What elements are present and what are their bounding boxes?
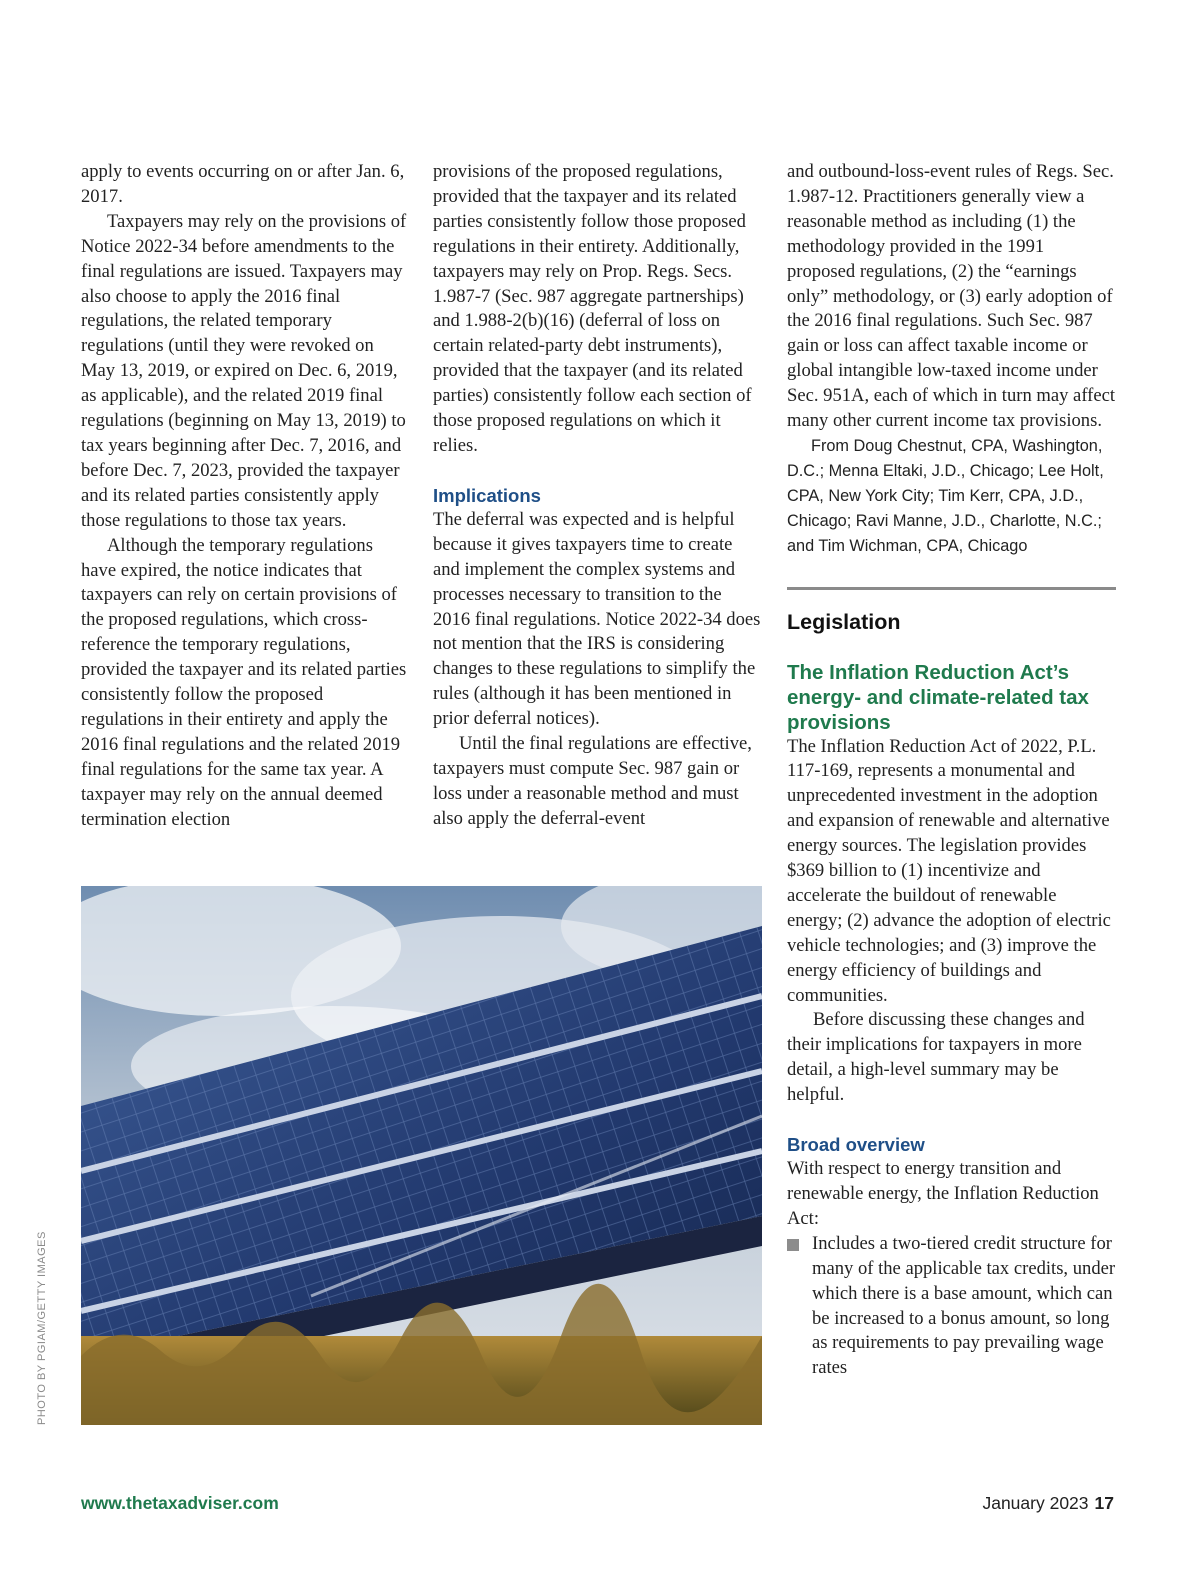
bullet-square-icon	[787, 1239, 799, 1251]
paragraph: Although the temporary regulations have expired, the notice indicates that taxpayers can rely on certain provisions of the proposed regulations, which cross-reference the temporary regulations, provided the taxpayer and its related parties consistently follow the proposed regulations in their entirety and apply the 2016 final regulations and the related 2019 final regulations for the same tax year. A taxpayer may rely on the annual deemed termination election	[81, 534, 407, 830]
footer-date: January 2023	[982, 1493, 1089, 1513]
footer-date-page	[982, 1493, 1114, 1514]
author-credit: From Doug Chestnut, CPA, Washington, D.C.; Menna Eltaki, J.D., Chicago; Lee Holt, CPA, New York City; Tim Kerr, CPA, J.D., Chicago; Ravi Manne, J.D., Charlotte, N.C.; and Tim Wichman, CPA, Chicago	[787, 436, 1104, 555]
solar-panels-photo	[81, 886, 762, 1425]
paragraph: Before discussing these changes and their implications for taxpayers in more detail, a high-level summary may be helpful.	[787, 1009, 1085, 1106]
section-divider	[787, 587, 1116, 590]
list-item	[787, 1232, 1116, 1381]
photo-credit: PHOTO BY PGIAM/GETTY IMAGES	[36, 1231, 48, 1425]
subhead-broad-overview: Broad overview	[787, 1134, 925, 1156]
paragraph: The Inflation Reduction Act of 2022, P.L. 117-169, represents a monumental and unprecedented investment in the adoption and expansion of renewable and alternative energy sources. The legislation provides $369 billion to (1) incentivize and accelerate the buildout of renewable energy; (2) advance the adoption of electric vehicle technologies; and (3) improve the energy efficiency of buildings and communities.	[787, 735, 1111, 1006]
text-column-1	[81, 160, 408, 832]
paragraph: Taxpayers may rely on the provisions of Notice 2022-34 before amendments to the final regulations are issued. Taxpayers may also choose to apply the 2016 final regulations, the related temporary regulations (until they were revoked on May 13, 2019, or expired on Dec. 6, 2019, as applicable), and the related 2019 final regulations (beginning on May 13, 2019) to tax years beginning after Dec. 7, 2016, and before Dec. 7, 2023, provided the taxpayer and its related parties consistently apply those regulations to those tax years.	[81, 210, 407, 531]
text-column-3	[787, 160, 1116, 1381]
paragraph: apply to events occurring on or after Jan. 6, 2017.	[81, 161, 405, 207]
list-item-text: Includes a two-tiered credit structure for many of the applicable tax credits, under which there is a base amount, which can be increased to a bonus amount, so long as requirements to pay prevailing wage rates	[812, 1232, 1116, 1379]
article-title: The Inflation Reduction Act’s energy- and climate-related tax provisions	[787, 660, 1089, 734]
section-heading-legislation: Legislation	[787, 609, 901, 634]
paragraph: provisions of the proposed regulations, provided that the taxpayer and its related parties consistently follow those proposed regulations in their entirety. Additionally, taxpayers may rely on Prop. Regs. Secs. 1.987-7 (Sec. 987 aggregate partnerships) and 1.988-2(b)(16) (deferral of loss on certain related-party debt instruments), provided that the taxpayer (and its related parties) consistently follow each section of those proposed regulations on which it relies.	[433, 161, 752, 456]
footer-website: www.thetaxadviser.com	[81, 1493, 279, 1513]
paragraph: With respect to energy transition and renewable energy, the Inflation Reduction Act:	[787, 1158, 1099, 1229]
page-number: 17	[1094, 1493, 1114, 1513]
paragraph: The deferral was expected and is helpful because it gives taxpayers time to create and implement the complex systems and processes necessary to transition to the 2016 final regulations. Notice 2022-34 does not mention that the IRS is considering changes to these regulations to simplify the rules (although it has been mentioned in prior deferral notices).	[433, 508, 761, 730]
paragraph: Until the final regulations are effective, taxpayers must compute Sec. 987 gain or loss under a reasonable method and must also apply the deferral-event	[433, 733, 752, 829]
subhead-implications: Implications	[433, 484, 541, 506]
solar-panels-illustration	[81, 886, 762, 1425]
paragraph: and outbound-loss-event rules of Regs. Sec. 1.987-12. Practitioners generally view a reasonable method as including (1) the methodology provided in the 1991 proposed regulations, (2) the “earnings only” methodology, or (3) early adoption of the 2016 final regulations. Such Sec. 987 gain or loss can affect taxable income or global intangible low-taxed income under Sec. 951A, each of which in turn may affect many other current income tax provisions.	[787, 161, 1116, 432]
text-column-2	[433, 160, 763, 832]
